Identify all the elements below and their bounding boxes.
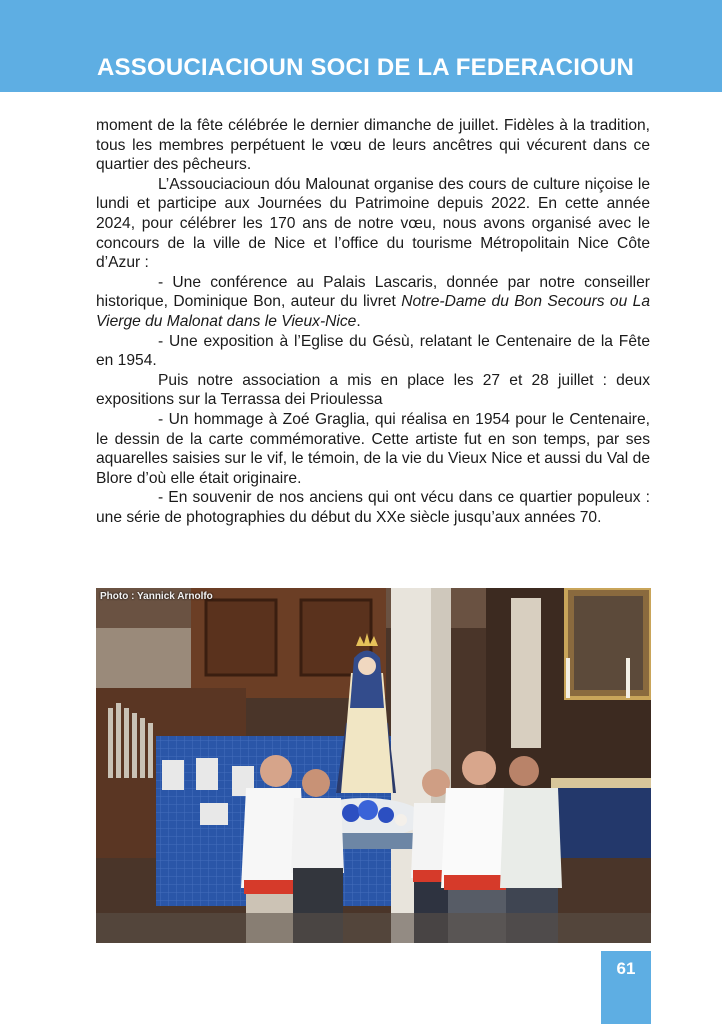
paragraph: - En souvenir de nos anciens qui ont vécu dans ce quartier populeux : une série de photographies du début du XXe siècle jusqu’aux années 70.	[96, 489, 650, 526]
page-title: ASSOUCIACIOUN SOCI DE LA FEDERACIOUN	[97, 54, 635, 81]
procession-photo	[96, 588, 651, 943]
article-body	[96, 116, 650, 527]
photo-illustration	[96, 588, 651, 943]
paragraph: moment de la fête célébrée le dernier dimanche de juillet. Fidèles à la tradition, tous les membres perpétuent le vœu de leurs ancêtres qui vécurent dans ce quartier des pêcheurs.	[96, 117, 650, 174]
paragraph: L’Assouciacioun dóu Malounat organise des cours de culture niçoise le lundi et participe aux Journées du Patrimoine depuis 2022. En cette année 2024, pour célébrer les 170 ans de notre vœu, nous avons organisé avec le concours de la ville de Nice et l’office du tourisme Métropolitain Nice Côte d’Azur :	[96, 175, 650, 272]
photo-credit: Photo : Yannick Arnolfo	[100, 591, 213, 602]
paragraph-text: - Une conférence au Palais Lascaris, donnée par notre conseiller historique, Dominique Bon, auteur du livret	[96, 273, 650, 311]
paragraph: Puis notre association a mis en place les 27 et 28 juillet : deux expositions sur la Terrassa dei Prioulessa	[96, 371, 650, 409]
paragraph	[96, 273, 650, 332]
header-banner	[0, 0, 722, 92]
page-number: 61	[616, 959, 636, 978]
book-title: Notre-Dame du Bon Secours ou La Vierge du Malonat dans le Vieux-Nice	[96, 293, 650, 330]
page-number-tab	[601, 951, 651, 1024]
paragraph: - Une exposition à l’Eglise du Gésù, relatant le Centenaire de la Fête en 1954.	[96, 332, 650, 370]
paragraph-text: .	[356, 312, 361, 330]
paragraph: - Un hommage à Zoé Graglia, qui réalisa en 1954 pour le Centenaire, le dessin de la carte commémorative. Cette artiste fut en son temps, par ses aquarelles saisies sur le vif, le témoin, de la vie du Vieux Nice et aussi du Val de Blore d’où elle était originaire.	[96, 410, 650, 487]
